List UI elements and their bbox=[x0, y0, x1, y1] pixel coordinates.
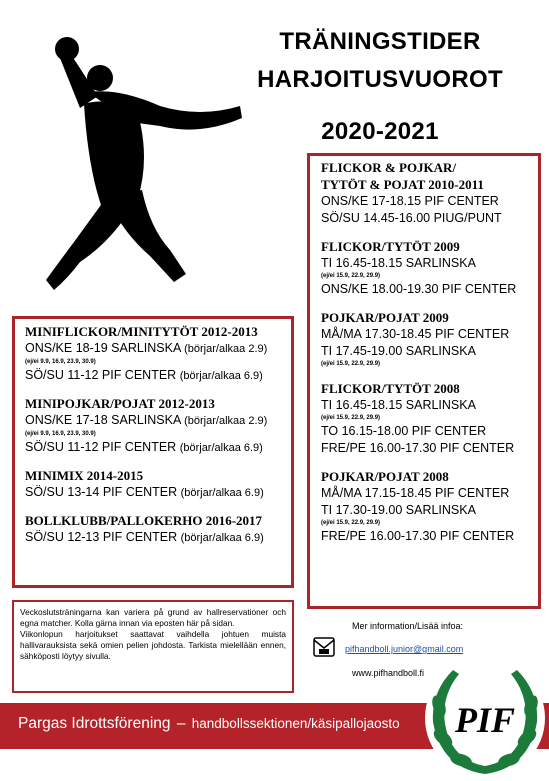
schedule-line: TI 17.45-19.00 SARLINSKA bbox=[321, 344, 476, 358]
schedule-line: TI 16.45-18.15 SARLINSKA bbox=[321, 256, 476, 270]
schedule-line: TO 16.15-18.00 PIF CENTER bbox=[321, 424, 487, 438]
group-title: TYTÖT & POJAT 2010-2011 bbox=[321, 177, 484, 192]
schedule-line: SÖ/SU 12-13 PIF CENTER (börjar/alkaa 6.9) bbox=[25, 530, 264, 544]
schedule-group bbox=[321, 468, 538, 545]
schedule-line: MÅ/MA 17.15-18.45 PIF CENTER bbox=[321, 486, 510, 500]
notice-box bbox=[12, 600, 294, 693]
schedule-line: ONS/KE 17-18 SARLINSKA (börjar/alkaa 2.9) bbox=[25, 413, 268, 427]
schedule-line: MÅ/MA 17.30-18.45 PIF CENTER bbox=[321, 327, 510, 341]
email-link[interactable]: pifhandboll.junior@gmail.com bbox=[345, 644, 464, 654]
handball-player-silhouette bbox=[10, 18, 260, 308]
group-title: FLICKOR & POJKAR/ bbox=[321, 160, 457, 175]
exception-note: (ej/ei 15.9, 22.9, 29.9) bbox=[321, 273, 381, 279]
club-name: Pargas Idrottsförening bbox=[18, 715, 171, 732]
schedule-group bbox=[25, 512, 291, 547]
notice-text-fi: Viikonlopun harjoitukset saattavat vaihdella johtuen muista hallivarauksista sekä omien pelien johdosta. Tarkista mielellään ennen, sähköposti löytyy sivulla. bbox=[20, 629, 286, 661]
schedule-line: SÖ/SU 11-12 PIF CENTER (börjar/alkaa 6.9) bbox=[25, 440, 263, 454]
pif-logo bbox=[423, 656, 547, 780]
website-link[interactable]: www.pifhandboll.fi bbox=[352, 668, 425, 678]
schedule-group bbox=[321, 309, 538, 369]
schedule-group bbox=[321, 238, 538, 298]
schedule-group bbox=[321, 159, 538, 227]
exception-note: (ej/ei 15.9, 22.9, 29.9) bbox=[321, 415, 381, 421]
season-title: 2020-2021 bbox=[321, 118, 439, 145]
section-name: handbollssektionen/käsipallojaosto bbox=[191, 716, 400, 731]
logo-text: PIF bbox=[454, 700, 516, 740]
group-title: FLICKOR/TYTÖT 2008 bbox=[321, 381, 460, 396]
group-title: MINIPOJKAR/POJAT 2012-2013 bbox=[25, 396, 215, 411]
schedule-line: ONS/KE 17-18.15 PIF CENTER bbox=[321, 194, 499, 208]
exception-note: (ej/ei 9.9, 16.9, 23.9, 30.9) bbox=[25, 431, 96, 437]
exception-note: (ej/ei 15.9, 22.9, 29.9) bbox=[321, 361, 381, 367]
footer-dash: – bbox=[176, 715, 186, 732]
schedule-group bbox=[25, 467, 291, 502]
schedule-line: FRE/PE 16.00-17.30 PIF CENTER bbox=[321, 529, 515, 543]
footer-text bbox=[18, 715, 400, 733]
exception-note: (ej/ei 15.9, 22.9, 29.9) bbox=[321, 520, 381, 526]
group-title: MINIFLICKOR/MINITYTÖT 2012-2013 bbox=[25, 324, 258, 339]
title-line-fi: HARJOITUSVUOROT bbox=[257, 66, 503, 93]
group-title: FLICKOR/TYTÖT 2009 bbox=[321, 239, 460, 254]
schedule-box-older bbox=[307, 153, 541, 609]
notice-text-sv: Veckoslutsträningarna kan variera på grund av hallreservationer och egna matcher. Kolla gärna innan via eposten här på sidan. bbox=[20, 607, 286, 628]
schedule-group bbox=[25, 395, 291, 457]
schedule-line: TI 16.45-18.15 SARLINSKA bbox=[321, 398, 476, 412]
schedule-line: SÖ/SU 13-14 PIF CENTER (börjar/alkaa 6.9) bbox=[25, 485, 264, 499]
schedule-line: ONS/KE 18-19 SARLINSKA (börjar/alkaa 2.9) bbox=[25, 341, 268, 355]
schedule-line: TI 17.30-19.00 SARLINSKA bbox=[321, 503, 476, 517]
schedule-line: SÖ/SU 11-12 PIF CENTER (börjar/alkaa 6.9) bbox=[25, 368, 263, 382]
group-title: POJKAR/POJAT 2009 bbox=[321, 310, 449, 325]
title-line-sv: TRÄNINGSTIDER bbox=[279, 28, 481, 55]
email-icon bbox=[313, 637, 335, 657]
schedule-line: ONS/KE 18.00-19.30 PIF CENTER bbox=[321, 282, 517, 296]
schedule-group bbox=[25, 323, 291, 385]
group-title: POJKAR/POJAT 2008 bbox=[321, 469, 449, 484]
schedule-line: SÖ/SU 14.45-16.00 PIUG/PUNT bbox=[321, 211, 502, 225]
contact-heading: Mer information/Lisää infoa: bbox=[352, 621, 464, 631]
schedule-line: FRE/PE 16.00-17.30 PIF CENTER bbox=[321, 441, 515, 455]
schedule-box-juniors bbox=[12, 316, 294, 588]
schedule-group bbox=[321, 380, 538, 457]
group-title: MINIMIX 2014-2015 bbox=[25, 468, 144, 483]
group-title: BOLLKLUBB/PALLOKERHO 2016-2017 bbox=[25, 513, 263, 528]
exception-note: (ej/ei 9.9, 16.9, 23.9, 30.9) bbox=[25, 359, 96, 365]
